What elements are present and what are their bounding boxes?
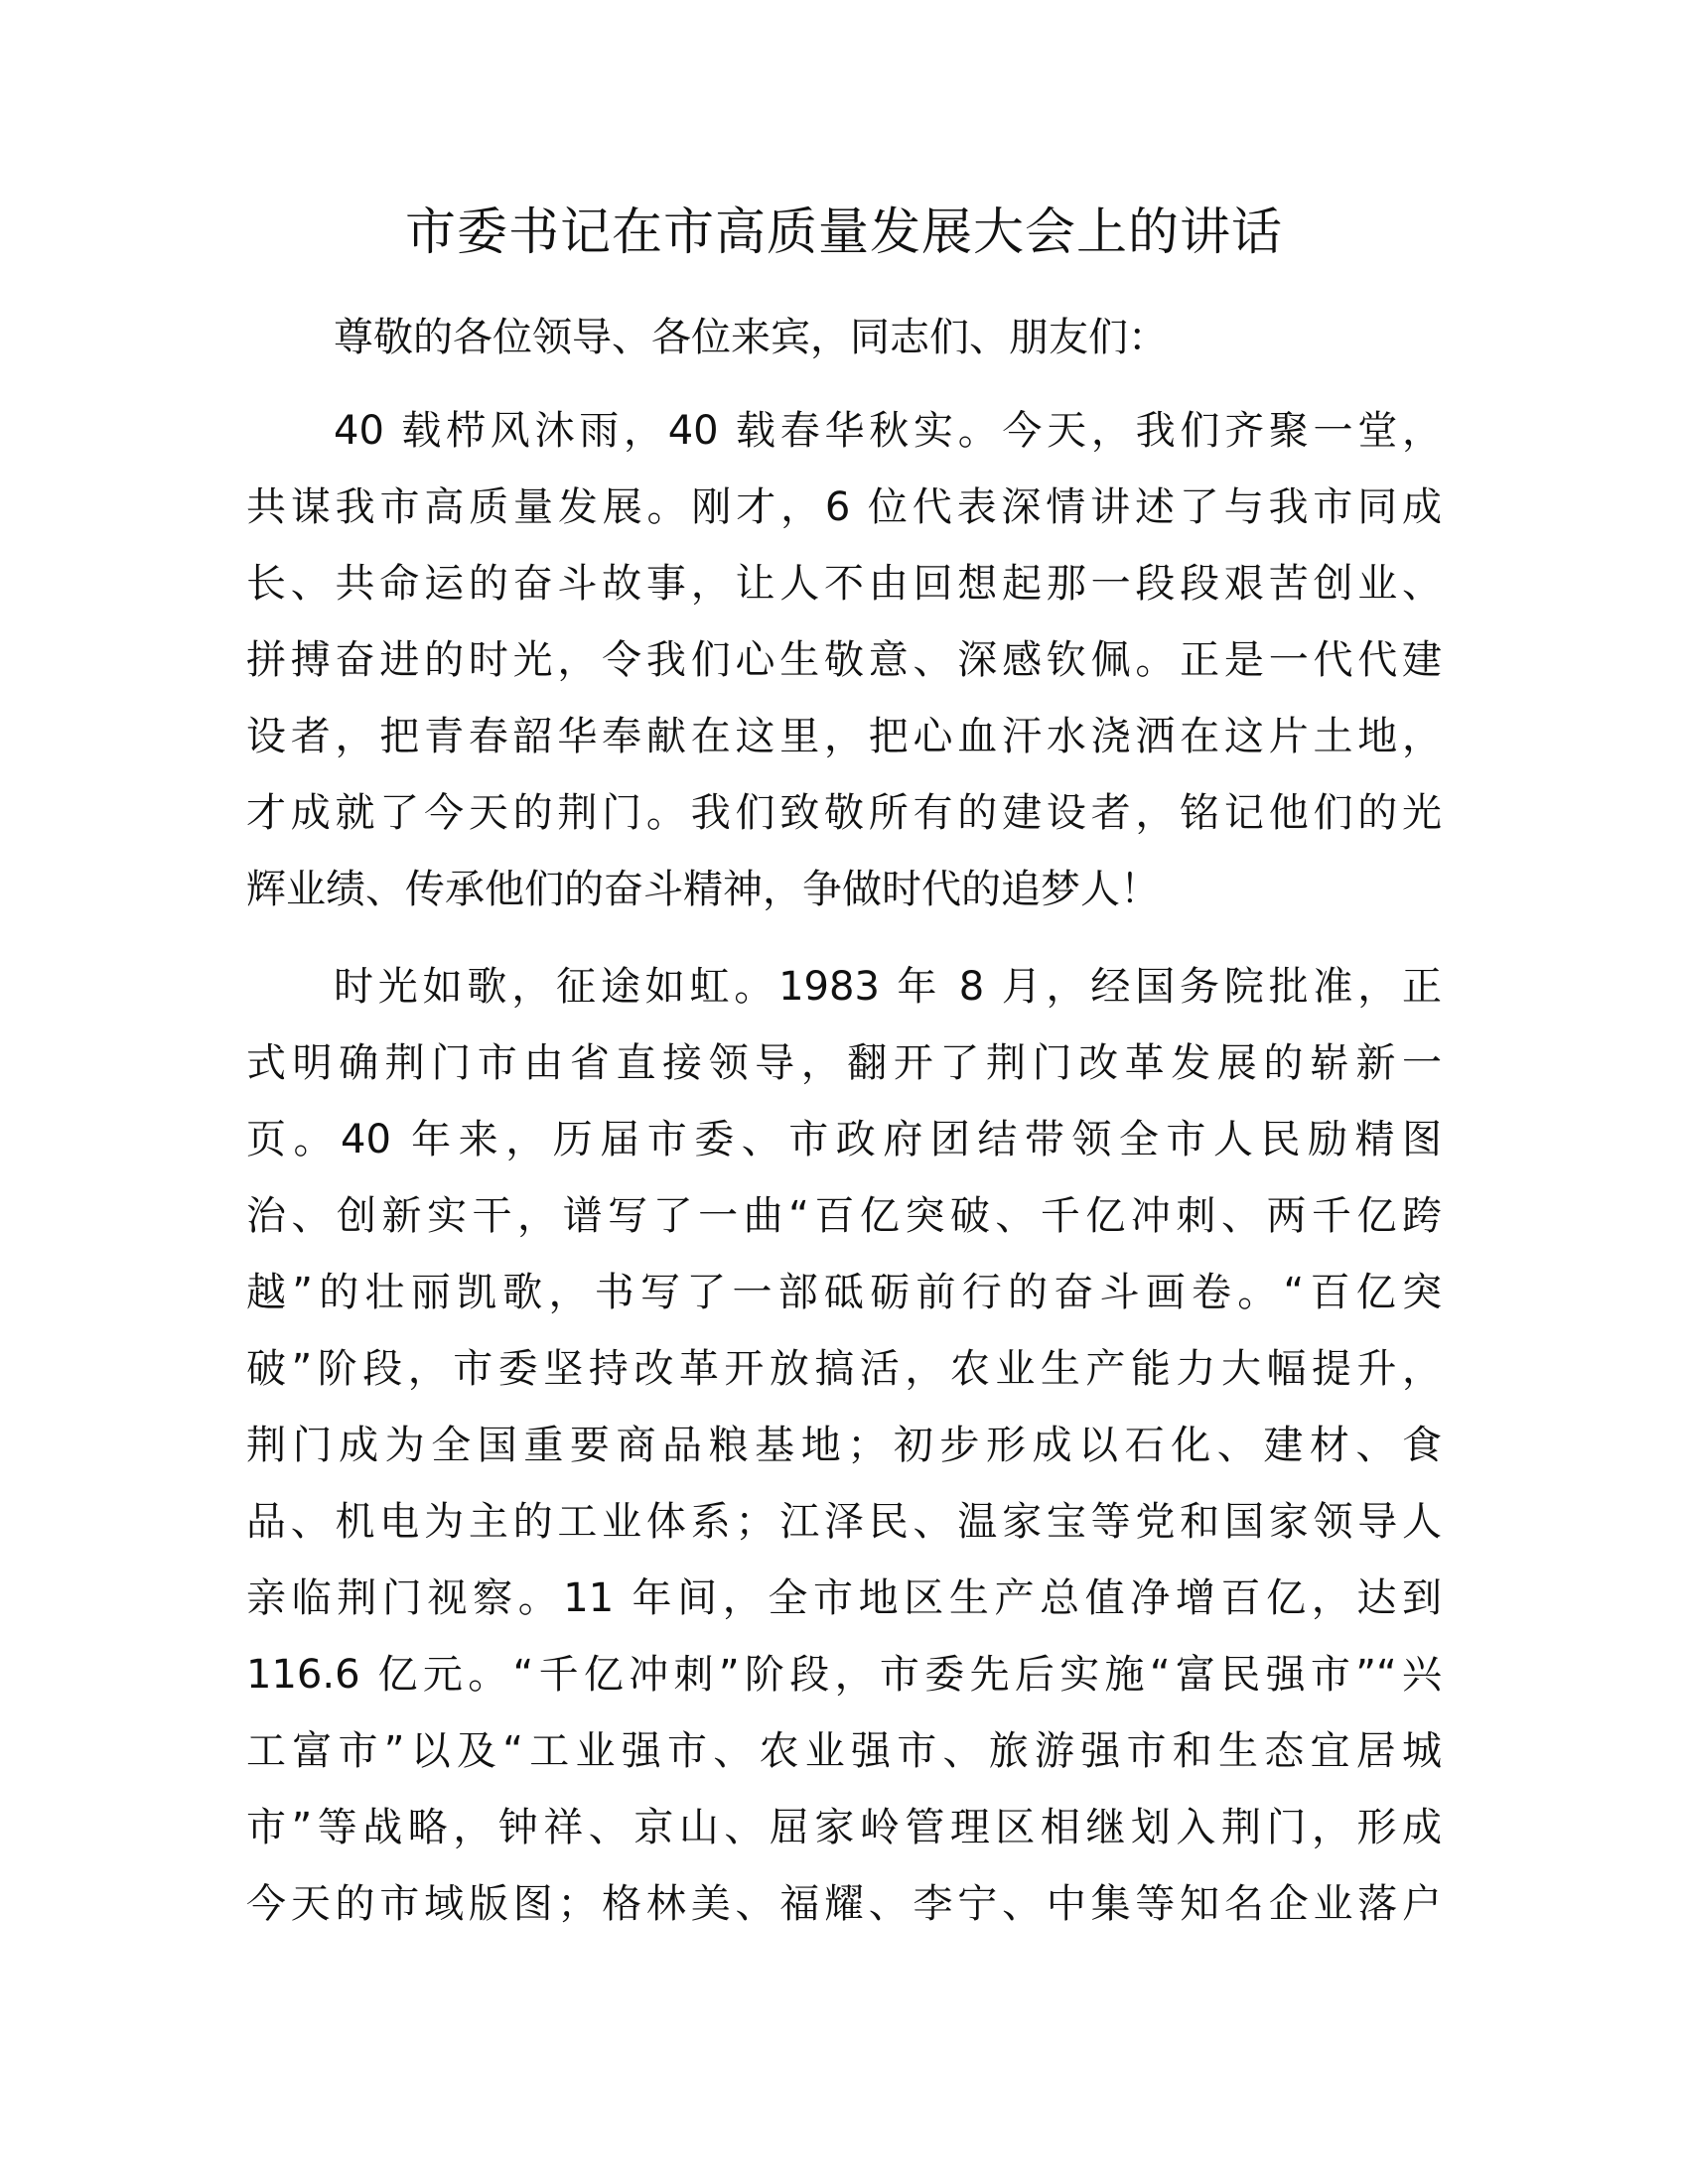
greeting-line: 尊敬的各位领导、各位来宾，同志们、朋友们： bbox=[334, 315, 1168, 360]
paragraph-line: 破”阶段，市委坚持改革开放搞活，农业生产能力大幅提升， bbox=[246, 1346, 1442, 1392]
paragraph-line: 拼搏奋进的时光，令我们心生敬意、深感钦佩。正是一代代建 bbox=[246, 637, 1442, 683]
paragraph-line: 治、创新实干，谱写了一曲“百亿突破、千亿冲刺、两千亿跨 bbox=[246, 1193, 1442, 1239]
paragraph-line: 工富市”以及“工业强市、农业强市、旅游强市和生态宜居城 bbox=[246, 1728, 1442, 1774]
paragraph-line: 荆门成为全国重要商品粮基地；初步形成以石化、建材、食 bbox=[246, 1423, 1442, 1468]
paragraph-line: 辉业绩、传承他们的奋斗精神，争做时代的追梦人！ bbox=[246, 867, 1160, 912]
paragraph-line: 市”等战略，钟祥、京山、屈家岭管理区相继划入荆门，形成 bbox=[246, 1805, 1442, 1850]
paragraph-line: 页。40 年来，历届市委、市政府团结带领全市人民励精图 bbox=[246, 1117, 1442, 1162]
paragraph-line: 品、机电为主的工业体系；江泽民、温家宝等党和国家领导人 bbox=[246, 1499, 1442, 1545]
paragraph-2 bbox=[246, 949, 1442, 1943]
document-title: 市委书记在市高质量发展大会上的讲话 bbox=[404, 204, 1283, 262]
paragraph-line: 越”的壮丽凯歌，书写了一部砥砺前行的奋斗画卷。“百亿突 bbox=[246, 1270, 1442, 1315]
paragraph-line: 时光如歌，征途如虹。1983 年 8 月，经国务院批准，正 bbox=[334, 964, 1442, 1010]
paragraph-1 bbox=[246, 393, 1442, 928]
paragraph-line: 设者，把青春韶华奉献在这里，把心血汗水浇洒在这片土地， bbox=[246, 714, 1442, 759]
paragraph-line: 才成就了今天的荆门。我们致敬所有的建设者，铭记他们的光 bbox=[246, 790, 1442, 836]
paragraph-line: 共谋我市高质量发展。刚才，6 位代表深情讲述了与我市同成 bbox=[246, 484, 1442, 530]
greeting-block bbox=[246, 300, 1442, 376]
paragraph-line: 116.6 亿元。“千亿冲刺”阶段，市委先后实施“富民强市”“兴 bbox=[246, 1652, 1442, 1698]
paragraph-line: 40 载栉风沐雨，40 载春华秋实。今天，我们齐聚一堂， bbox=[334, 408, 1442, 454]
paragraph-line: 式明确荆门市由省直接领导，翻开了荆门改革发展的崭新一 bbox=[246, 1040, 1442, 1086]
paragraph-line: 亲临荆门视察。11 年间，全市地区生产总值净增百亿，达到 bbox=[246, 1575, 1442, 1621]
paragraph-line: 今天的市域版图；格林美、福耀、李宁、中集等知名企业落户 bbox=[246, 1881, 1442, 1927]
paragraph-line: 长、共命运的奋斗故事，让人不由回想起那一段段艰苦创业、 bbox=[246, 561, 1442, 607]
